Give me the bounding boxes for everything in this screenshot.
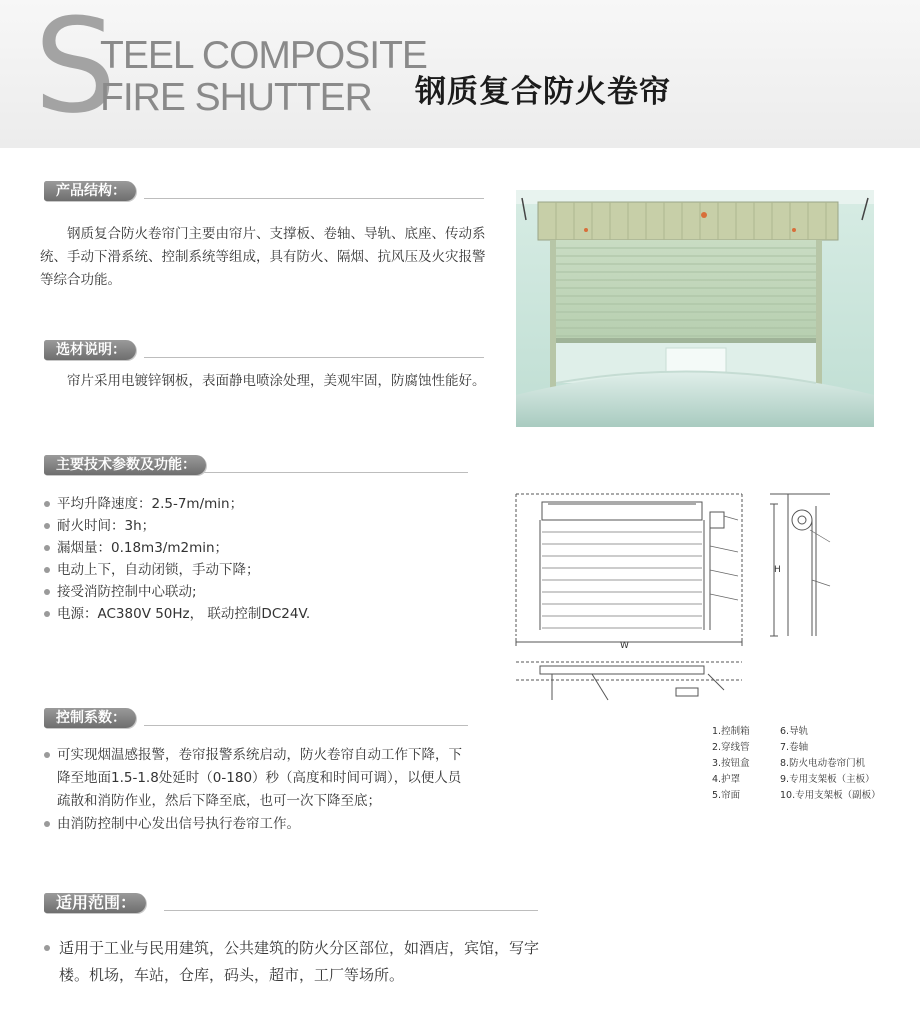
legend-row — [712, 772, 881, 788]
legend-row — [712, 724, 881, 740]
list-item: 漏烟量：0.18m3/m2min； — [42, 537, 482, 559]
technical-drawing — [512, 490, 852, 715]
list-item: 适用于工业与民用建筑，公共建筑的防火分区部位，如酒店，宾馆，写字楼。机场，车站，仓库，码头，超市，工厂等场所。 — [42, 935, 542, 989]
control-list — [42, 744, 468, 836]
legend-item: 1.控制箱 — [712, 726, 750, 737]
header-chinese-title: 钢质复合防火卷帘 — [415, 74, 671, 110]
list-item: 电源：AC380V 50Hz， 联动控制DC24V. — [42, 603, 482, 625]
list-item: 可实现烟温感报警，卷帘报警系统启动，防火卷帘自动工作下降，下降至地面1.5-1.8处延时（0-180）秒（高度和时间可调），以便人员疏散和消防作业，然后下降至底，也可一次下降至底； — [42, 744, 468, 813]
section-divider — [144, 357, 484, 358]
list-item: 由消防控制中心发出信号执行卷帘工作。 — [42, 813, 468, 836]
section-title-scope: 适用范围： — [44, 893, 146, 913]
list-item: 接受消防控制中心联动; — [42, 581, 482, 603]
diagram-width-label: W — [620, 641, 629, 651]
legend-item: 8.防火电动卷帘门机 — [780, 758, 866, 769]
diagram-legend — [712, 724, 881, 804]
material-paragraph: 帘片采用电镀锌钢板，表面静电喷涂处理，美观牢固，防腐蚀性能好。 — [67, 373, 486, 389]
legend-item: 2.穿线管 — [712, 742, 750, 753]
shutter-technical-diagram — [512, 490, 852, 715]
legend-item: 9.专用支架板（主板） — [780, 774, 875, 785]
section-divider — [164, 910, 538, 911]
legend-item: 10.专用支架板（副板） — [780, 790, 881, 801]
list-item: 电动上下，自动闭锁，手动下降； — [42, 559, 482, 581]
legend-row — [712, 740, 881, 756]
section-heading-structure — [44, 181, 484, 205]
section-heading-material — [44, 340, 484, 364]
legend-item: 7.卷轴 — [780, 742, 809, 753]
section-title-material: 选材说明： — [44, 340, 136, 360]
legend-row — [712, 788, 881, 804]
list-item: 平均升降速度：2.5-7m/min； — [42, 493, 482, 515]
specs-list — [42, 493, 482, 625]
header-english-line-2: FIRE SHUTTER — [100, 76, 372, 119]
page-header — [0, 0, 920, 148]
legend-item: 6.导轨 — [780, 726, 809, 737]
section-title-control: 控制系数： — [44, 708, 136, 728]
legend-item: 4.护罩 — [712, 774, 741, 785]
product-photo — [516, 190, 874, 427]
section-heading-specs — [44, 455, 468, 479]
legend-row — [712, 756, 881, 772]
scope-list — [42, 935, 542, 989]
section-divider — [204, 472, 468, 473]
list-item: 耐火时间：3h； — [42, 515, 482, 537]
structure-paragraph: 钢质复合防火卷帘门主要由帘片、支撑板、卷轴、导轨、底座、传动系统、手动下滑系统、控制系统等组成，具有防火、隔烟、抗风压及火灾报警等综合功能。 — [40, 226, 486, 288]
legend-item: 3.按钮盒 — [712, 758, 750, 769]
section-heading-scope — [44, 893, 538, 917]
fire-shutter-photo-illustration — [516, 190, 874, 427]
diagram-height-label: H — [774, 565, 781, 575]
section-heading-control — [44, 708, 468, 732]
section-divider — [144, 725, 468, 726]
section-title-structure: 产品结构： — [44, 181, 136, 201]
header-initial-letter: S — [34, 0, 113, 142]
header-english-line-1: TEEL COMPOSITE — [100, 34, 427, 77]
section-title-specs: 主要技术参数及功能： — [44, 455, 206, 475]
legend-item: 5.帘面 — [712, 790, 741, 801]
section-divider — [144, 198, 484, 199]
